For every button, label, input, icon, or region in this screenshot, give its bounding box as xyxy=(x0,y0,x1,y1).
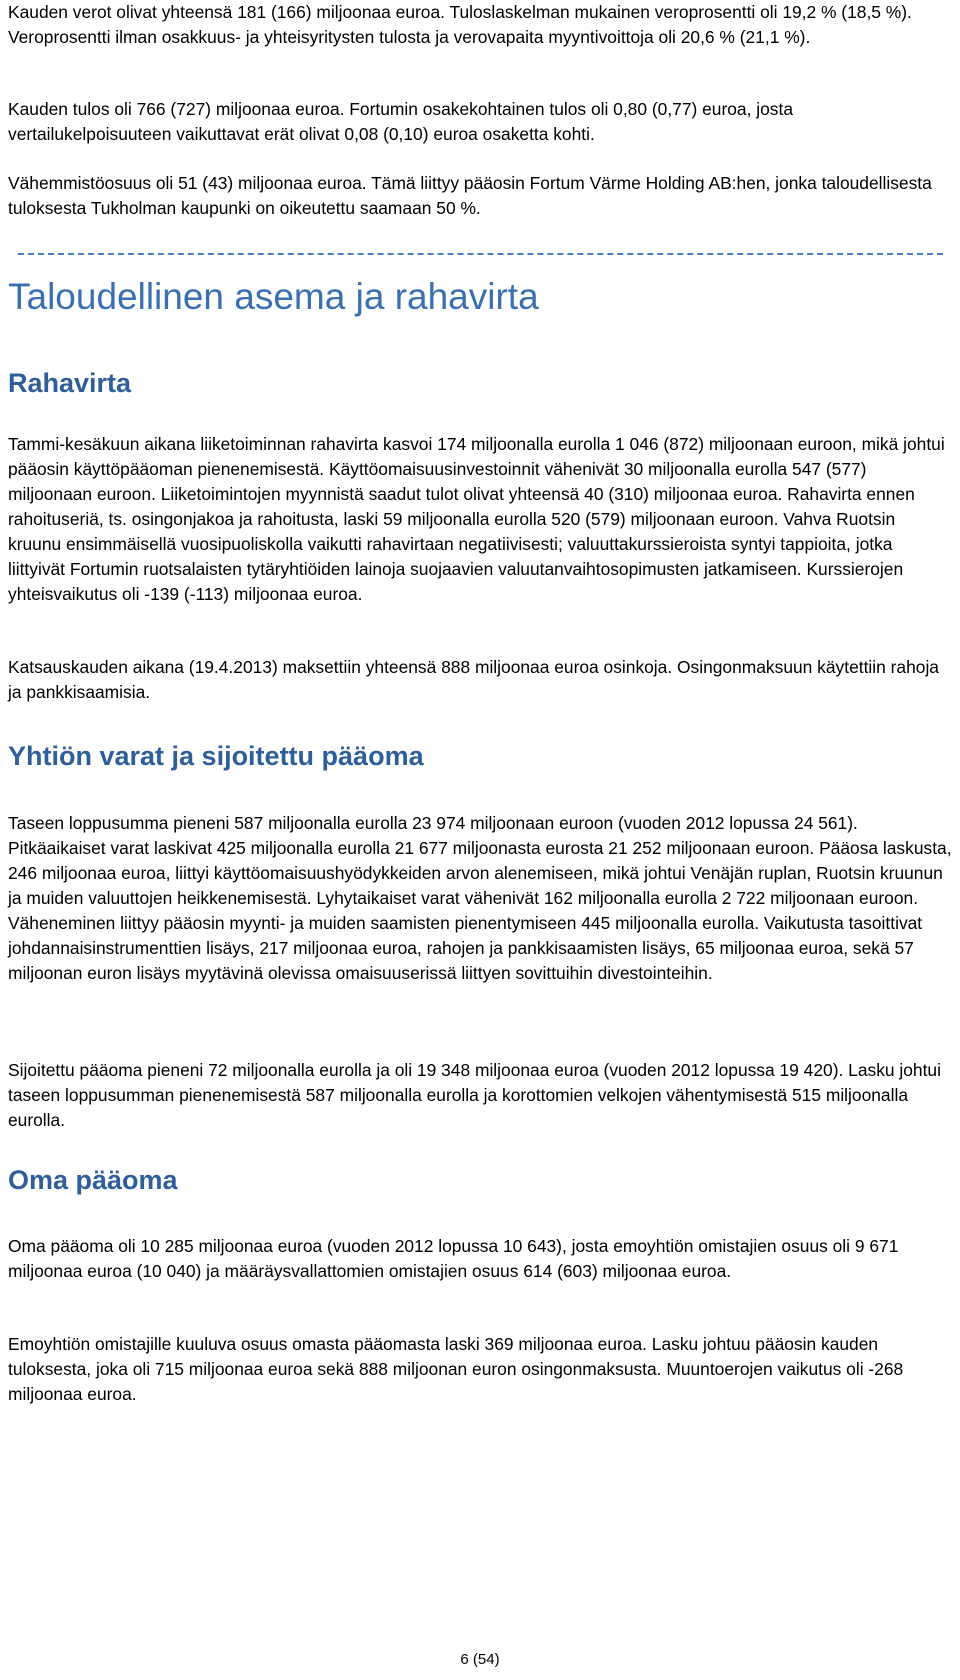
paragraph-balance-sheet: Taseen loppusumma pieneni 587 miljoonalla eurolla 23 974 miljoonaan euroon (vuoden 2012 lopussa 24 561). Pitkäaikaiset varat laskivat 425 miljoonalla eurolla 21 677 miljoonasta eurosta 21 252 miljoonaan euroon. Pääosa laskusta, 246 miljoonaa euroa, liittyi käyttöomaisuushyödykkeiden arvon alenemiseen, mikä johtui Venäjän ruplan, Ruotsin kruunun ja muiden valuuttojen heikkenemisestä. Lyhytaikaiset varat vähenivät 162 miljoonalla eurolla 2 722 miljoonaan euroon. Väheneminen liittyy pääosin myynti- ja muiden saamisten pienentymiseen 445 miljoonalla eurolla. Vaikutusta tasoittivat johdannaisinstrumenttien lisäys, 217 miljoonaa euroa, rahojen ja pankkisaamisten lisäys, 65 miljoonaa euroa, sekä 57 miljoonan euron lisäys myytävinä olevissa omaisuuserissä liittyen sovittuihin divestointeihin. xyxy=(8,813,952,983)
section-divider xyxy=(18,253,943,255)
heading-equity: Oma pääoma xyxy=(8,1165,178,1195)
heading-assets-capital: Yhtiön varat ja sijoitettu pääoma xyxy=(8,741,424,771)
intro-paragraph-minority: Vähemmistöosuus oli 51 (43) miljoonaa euroa. Tämä liittyy pääosin Fortum Värme Holding AB:hen, jonka taloudellisesta tuloksesta Tukholman kaupunki on oikeutettu saamaan 50 %. xyxy=(8,173,932,218)
paragraph-capital-employed: Sijoitettu pääoma pieneni 72 miljoonalla eurolla ja oli 19 348 miljoonaa euroa (vuoden 2012 lopussa 19 420). Lasku johtui taseen loppusumman pienenemisestä 587 miljoonalla eurolla ja korottomien velkojen vähentymisestä 515 miljoonalla eurolla. xyxy=(8,1060,941,1130)
paragraph-cashflow: Tammi-kesäkuun aikana liiketoiminnan rahavirta kasvoi 174 miljoonalla eurolla 1 046 (872) miljoonaan euroon, mikä johtui pääosin käyttöpääoman pienenemisestä. Käyttöomaisuusinvestoinnit vähenivät 30 miljoonalla eurolla 547 (577) miljoonaan euroon. Liiketoimintojen myynnistä saadut tulot olivat yhteensä 40 (310) miljoonaa euroa. Rahavirta ennen rahoituseriä, ts. osingonjakoa ja rahoitusta, laski 59 miljoonalla eurolla 520 (579) miljoonaan euroon. Vahva Ruotsin kruunu ensimmäisellä vuosipuoliskolla vaikutti rahavirtaan negatiivisesti; valuuttakurssieroista syntyi tappioita, jotka liittyivät Fortumin ruotsalaisten tytäryhtiöiden lainoja suojaavien valuutanvaihtosopimusten jatkamiseen. Kurssierojen yhteisvaikutus oli -139 (-113) miljoonaa euroa. xyxy=(8,434,945,604)
paragraph-equity-change: Emoyhtiön omistajille kuuluva osuus omasta pääomasta laski 369 miljoonaa euroa. Lasku johtuu pääosin kauden tuloksesta, joka oli 715 miljoonaa euroa sekä 888 miljoonan euron osingonmaksusta. Muuntoerojen vaikutus oli -268 miljoonaa euroa. xyxy=(8,1334,904,1404)
heading-rahavirta: Rahavirta xyxy=(8,368,132,398)
paragraph-dividends: Katsauskauden aikana (19.4.2013) maksettiin yhteensä 888 miljoonaa euroa osinkoja. Osingonmaksuun käytettiin rahoja ja pankkisaamisia. xyxy=(8,657,939,702)
section-title: Taloudellinen asema ja rahavirta xyxy=(8,276,539,317)
page-number: 6 (54) xyxy=(460,1651,500,1668)
paragraph-equity-total: Oma pääoma oli 10 285 miljoonaa euroa (vuoden 2012 lopussa 10 643), josta emoyhtiön omistajien osuus oli 9 671 miljoonaa euroa (10 040) ja määräysvallattomien omistajien osuus 614 (603) miljoonaa euroa. xyxy=(8,1236,899,1281)
intro-paragraph-taxes: Kauden verot olivat yhteensä 181 (166) miljoonaa euroa. Tuloslaskelman mukainen veroprosentti oli 19,2 % (18,5 %). Veroprosentti ilman osakkuus- ja yhteisyritysten tulosta ja verovapaita myyntivoittoja oli 20,6 % (21,1 %). xyxy=(8,2,912,47)
intro-paragraph-result: Kauden tulos oli 766 (727) miljoonaa euroa. Fortumin osakekohtainen tulos oli 0,80 (0,77) euroa, josta vertailukelpoisuuteen vaikuttavat erät olivat 0,08 (0,10) euroa osaketta kohti. xyxy=(8,99,793,144)
